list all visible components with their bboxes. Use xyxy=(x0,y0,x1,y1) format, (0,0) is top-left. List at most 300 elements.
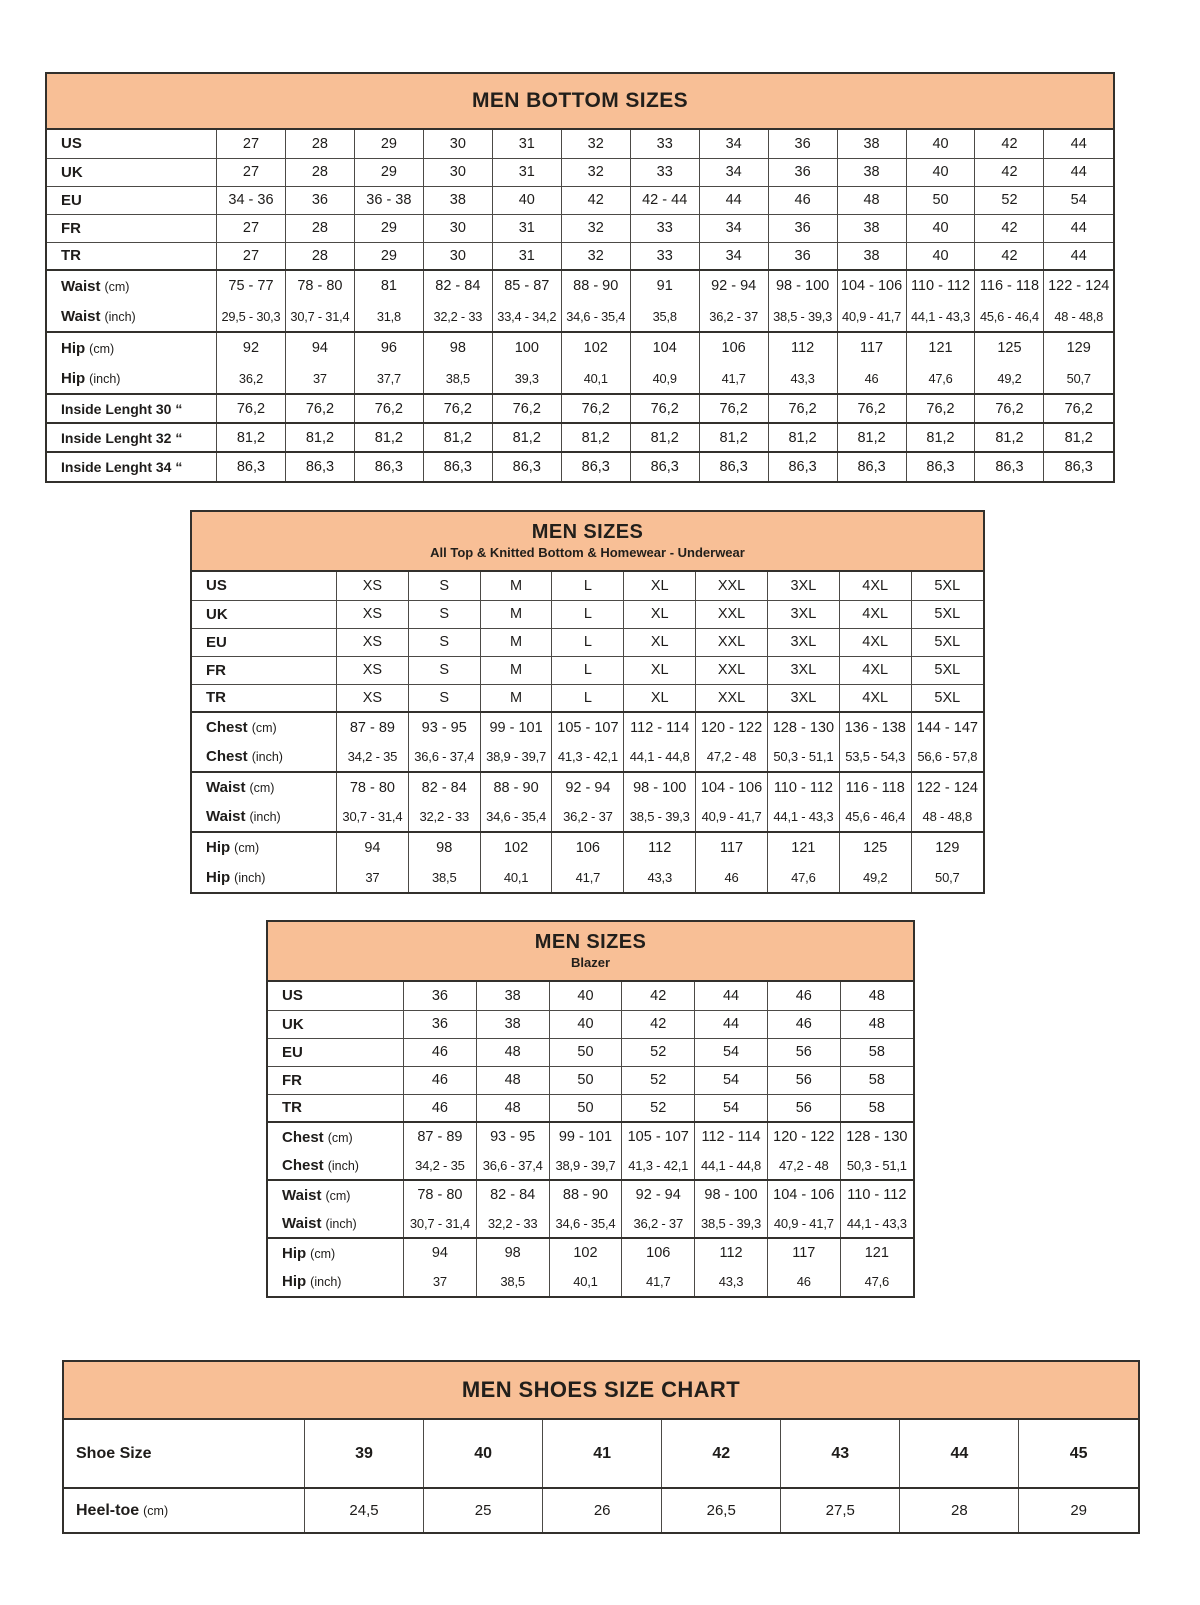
value-cell: 81,2 xyxy=(285,423,354,452)
row-label-text: TR xyxy=(282,1099,302,1117)
value-cell: 37 xyxy=(337,862,409,892)
value-cell: 56 xyxy=(767,1038,840,1066)
value-cell: 46 xyxy=(767,1267,840,1296)
value-cell: 48 xyxy=(476,1066,549,1094)
table-row xyxy=(47,130,1113,158)
value-cell: 40 xyxy=(906,130,975,158)
table-row xyxy=(192,572,983,600)
row-label-text: US xyxy=(61,135,82,153)
value-cell: 93 - 95 xyxy=(476,1122,549,1151)
value-cell: 92 - 94 xyxy=(622,1180,695,1209)
value-cell: 34 xyxy=(699,130,768,158)
value-cell: 98 - 100 xyxy=(768,270,837,301)
value-cell: 39,3 xyxy=(492,363,561,394)
value-cell: L xyxy=(552,572,624,600)
value-cell: 37,7 xyxy=(354,363,423,394)
value-cell: 47,6 xyxy=(767,862,839,892)
value-cell: 94 xyxy=(337,832,409,862)
row-label-text: FR xyxy=(61,219,81,237)
value-cell: 34,2 - 35 xyxy=(337,742,409,772)
value-cell: 34,6 - 35,4 xyxy=(561,301,630,332)
row-label xyxy=(47,301,217,332)
row-label xyxy=(268,1267,404,1296)
row-label-unit: (cm) xyxy=(104,279,130,294)
row-label xyxy=(192,832,337,862)
value-cell: 86,3 xyxy=(975,452,1044,481)
value-cell: 106 xyxy=(552,832,624,862)
value-cell: 104 - 106 xyxy=(696,772,768,802)
men-shoes-size-chart xyxy=(62,1360,1140,1534)
value-cell: M xyxy=(480,656,552,684)
value-cell: 93 - 95 xyxy=(408,712,480,742)
men-shoes-size-chart-grid xyxy=(64,1420,1138,1532)
value-cell: 44,1 - 44,8 xyxy=(624,742,696,772)
value-cell: 81,2 xyxy=(561,423,630,452)
value-cell: 85 - 87 xyxy=(492,270,561,301)
row-label xyxy=(192,628,337,656)
row-label-text: Hip xyxy=(61,369,86,387)
value-cell: 117 xyxy=(767,1238,840,1267)
value-cell: 50 xyxy=(549,1038,622,1066)
value-cell: 86,3 xyxy=(423,452,492,481)
row-label-text: Hip xyxy=(282,1273,307,1290)
value-cell: 44,1 - 44,8 xyxy=(695,1151,768,1180)
value-cell: XL xyxy=(624,600,696,628)
value-cell: 86,3 xyxy=(561,452,630,481)
men-bottom-sizes-header xyxy=(47,74,1113,130)
value-cell: 86,3 xyxy=(906,452,975,481)
men-sizes-blazer xyxy=(266,920,915,1298)
value-cell: 29 xyxy=(1019,1488,1138,1532)
row-label-text: TR xyxy=(61,247,81,265)
value-cell: 42 xyxy=(975,242,1044,270)
row-label-text: Hip xyxy=(206,868,231,886)
value-cell: 100 xyxy=(492,332,561,363)
value-cell: 86,3 xyxy=(837,452,906,481)
value-cell: 48 - 48,8 xyxy=(1044,301,1113,332)
value-cell: 99 - 101 xyxy=(480,712,552,742)
row-label xyxy=(268,982,404,1010)
row-label xyxy=(64,1420,305,1488)
table-row xyxy=(268,1209,913,1238)
value-cell: 42 xyxy=(975,158,1044,186)
value-cell: 86,3 xyxy=(1044,452,1113,481)
row-label xyxy=(268,1122,404,1151)
value-cell: 47,6 xyxy=(840,1267,913,1296)
value-cell: 42 xyxy=(662,1420,781,1488)
row-label-unit: (inch) xyxy=(89,371,121,386)
value-cell: 50,7 xyxy=(911,862,983,892)
value-cell: 3XL xyxy=(767,628,839,656)
table-title: MEN SIZES xyxy=(531,521,644,544)
value-cell: 47,2 - 48 xyxy=(767,1151,840,1180)
value-cell: 44 xyxy=(1044,158,1113,186)
table-row xyxy=(47,394,1113,423)
value-cell: 76,2 xyxy=(975,394,1044,423)
row-label xyxy=(47,158,217,186)
men-sizes-blazer-header xyxy=(268,922,913,982)
value-cell: 46 xyxy=(404,1066,477,1094)
value-cell: 26 xyxy=(543,1488,662,1532)
value-cell: 86,3 xyxy=(699,452,768,481)
row-label-text: Chest xyxy=(282,1156,324,1174)
row-label-unit: (cm) xyxy=(249,781,275,795)
row-label-text: Waist xyxy=(282,1186,322,1204)
value-cell: 32 xyxy=(561,214,630,242)
value-cell: XXL xyxy=(696,600,768,628)
row-label-unit: (cm) xyxy=(89,341,115,356)
value-cell: 102 xyxy=(549,1238,622,1267)
value-cell: 41,3 - 42,1 xyxy=(622,1151,695,1180)
value-cell: 27,5 xyxy=(781,1488,900,1532)
value-cell: 36 xyxy=(404,982,477,1010)
row-label-text: EU xyxy=(282,1043,303,1061)
table-row xyxy=(192,862,983,892)
value-cell: 106 xyxy=(622,1238,695,1267)
value-cell: 87 - 89 xyxy=(404,1122,477,1151)
value-cell: 29 xyxy=(354,214,423,242)
value-cell: 38 xyxy=(837,242,906,270)
row-label xyxy=(47,242,217,270)
value-cell: S xyxy=(408,684,480,712)
value-cell: 38 xyxy=(837,158,906,186)
value-cell: 40,9 - 41,7 xyxy=(837,301,906,332)
value-cell: 32,2 - 33 xyxy=(476,1209,549,1238)
value-cell: 117 xyxy=(837,332,906,363)
value-cell: 4XL xyxy=(839,656,911,684)
value-cell: 81,2 xyxy=(354,423,423,452)
value-cell: 40,9 - 41,7 xyxy=(696,802,768,832)
table-row xyxy=(192,628,983,656)
table-row xyxy=(64,1488,1138,1532)
value-cell: 44 xyxy=(695,1010,768,1038)
row-label xyxy=(192,656,337,684)
value-cell: 28 xyxy=(285,130,354,158)
value-cell: 29 xyxy=(354,130,423,158)
value-cell: 86,3 xyxy=(354,452,423,481)
value-cell: 104 - 106 xyxy=(767,1180,840,1209)
value-cell: 44,1 - 43,3 xyxy=(767,802,839,832)
value-cell: 5XL xyxy=(911,656,983,684)
value-cell: 40 xyxy=(549,1010,622,1038)
value-cell: XL xyxy=(624,684,696,712)
value-cell: 36,2 xyxy=(217,363,286,394)
value-cell: 35,8 xyxy=(630,301,699,332)
value-cell: 76,2 xyxy=(492,394,561,423)
value-cell: 104 xyxy=(630,332,699,363)
value-cell: 110 - 112 xyxy=(767,772,839,802)
row-label-text: Shoe Size xyxy=(76,1444,152,1462)
value-cell: 32,2 - 33 xyxy=(408,802,480,832)
value-cell: 122 - 124 xyxy=(911,772,983,802)
value-cell: 112 - 114 xyxy=(695,1122,768,1151)
value-cell: 56 xyxy=(767,1066,840,1094)
row-label xyxy=(268,1094,404,1122)
value-cell: 38,5 - 39,3 xyxy=(695,1209,768,1238)
row-label xyxy=(192,600,337,628)
value-cell: 49,2 xyxy=(839,862,911,892)
value-cell: 40 xyxy=(906,158,975,186)
value-cell: 31 xyxy=(492,130,561,158)
value-cell: 75 - 77 xyxy=(217,270,286,301)
value-cell: 53,5 - 54,3 xyxy=(839,742,911,772)
value-cell: 117 xyxy=(696,832,768,862)
value-cell: 42 xyxy=(561,186,630,214)
value-cell: 36 xyxy=(285,186,354,214)
value-cell: XL xyxy=(624,656,696,684)
value-cell: 41,7 xyxy=(699,363,768,394)
row-label-text: Waist xyxy=(206,779,246,796)
value-cell: 29 xyxy=(354,242,423,270)
table-row xyxy=(192,832,983,862)
value-cell: 116 - 118 xyxy=(975,270,1044,301)
value-cell: 5XL xyxy=(911,628,983,656)
value-cell: 36,6 - 37,4 xyxy=(408,742,480,772)
value-cell: 129 xyxy=(911,832,983,862)
value-cell: 3XL xyxy=(767,572,839,600)
value-cell: 120 - 122 xyxy=(696,712,768,742)
value-cell: 125 xyxy=(839,832,911,862)
value-cell: 88 - 90 xyxy=(480,772,552,802)
row-label-unit: (cm) xyxy=(310,1246,336,1261)
value-cell: 76,2 xyxy=(1044,394,1113,423)
value-cell: 81,2 xyxy=(630,423,699,452)
row-label-unit: (cm) xyxy=(143,1503,169,1518)
table-row xyxy=(47,332,1113,363)
value-cell: 94 xyxy=(404,1238,477,1267)
value-cell: 52 xyxy=(622,1066,695,1094)
value-cell: 5XL xyxy=(911,684,983,712)
value-cell: 27 xyxy=(217,214,286,242)
value-cell: 29 xyxy=(354,158,423,186)
table-row xyxy=(192,684,983,712)
value-cell: 34,2 - 35 xyxy=(404,1151,477,1180)
row-label-text: Waist xyxy=(61,307,101,325)
value-cell: 106 xyxy=(699,332,768,363)
value-cell: 36,2 - 37 xyxy=(622,1209,695,1238)
value-cell: 36,2 - 37 xyxy=(552,802,624,832)
table-row xyxy=(47,270,1113,301)
row-label xyxy=(47,332,217,363)
table-row xyxy=(268,1066,913,1094)
men-sizes-tops xyxy=(190,510,985,894)
value-cell: 33,4 - 34,2 xyxy=(492,301,561,332)
value-cell: 92 - 94 xyxy=(699,270,768,301)
value-cell: 26,5 xyxy=(662,1488,781,1532)
value-cell: 33 xyxy=(630,214,699,242)
value-cell: 112 xyxy=(695,1238,768,1267)
value-cell: 43 xyxy=(781,1420,900,1488)
row-label xyxy=(47,452,217,481)
row-label-unit: (inch) xyxy=(104,309,136,324)
table-row xyxy=(192,600,983,628)
value-cell: 42 xyxy=(975,214,1044,242)
value-cell: 54 xyxy=(695,1066,768,1094)
value-cell: 128 - 130 xyxy=(840,1122,913,1151)
value-cell: 76,2 xyxy=(768,394,837,423)
table-row xyxy=(47,186,1113,214)
table-row xyxy=(192,772,983,802)
value-cell: 37 xyxy=(404,1267,477,1296)
table-row xyxy=(192,712,983,742)
value-cell: 50,3 - 51,1 xyxy=(767,742,839,772)
value-cell: 54 xyxy=(695,1038,768,1066)
value-cell: 46 xyxy=(696,862,768,892)
value-cell: 81,2 xyxy=(217,423,286,452)
row-label-text: EU xyxy=(61,191,82,209)
value-cell: 3XL xyxy=(767,600,839,628)
value-cell: 116 - 118 xyxy=(839,772,911,802)
value-cell: XXL xyxy=(696,684,768,712)
value-cell: S xyxy=(408,628,480,656)
value-cell: 76,2 xyxy=(699,394,768,423)
row-label-text: UK xyxy=(282,1015,304,1033)
value-cell: 58 xyxy=(840,1066,913,1094)
table-row xyxy=(268,982,913,1010)
value-cell: 86,3 xyxy=(285,452,354,481)
table-row xyxy=(47,242,1113,270)
value-cell: 40,1 xyxy=(561,363,630,394)
value-cell: 4XL xyxy=(839,572,911,600)
value-cell: 45,6 - 46,4 xyxy=(975,301,1044,332)
value-cell: 52 xyxy=(622,1094,695,1122)
value-cell: XS xyxy=(337,572,409,600)
row-label xyxy=(192,862,337,892)
table-row xyxy=(192,656,983,684)
table-title: MEN SHOES SIZE CHART xyxy=(461,1377,741,1403)
value-cell: 43,3 xyxy=(624,862,696,892)
row-label-text: Hip xyxy=(61,339,86,357)
table-subtitle: All Top & Knitted Bottom & Homewear - Underwear xyxy=(430,545,745,561)
value-cell: 42 xyxy=(622,1010,695,1038)
value-cell: M xyxy=(480,600,552,628)
value-cell: 28 xyxy=(285,242,354,270)
value-cell: 39 xyxy=(305,1420,424,1488)
value-cell: M xyxy=(480,684,552,712)
value-cell: 33 xyxy=(630,242,699,270)
value-cell: 38 xyxy=(476,982,549,1010)
value-cell: 38,9 - 39,7 xyxy=(480,742,552,772)
value-cell: 44 xyxy=(1044,242,1113,270)
value-cell: 87 - 89 xyxy=(337,712,409,742)
row-label xyxy=(192,772,337,802)
value-cell: 120 - 122 xyxy=(767,1122,840,1151)
value-cell: 99 - 101 xyxy=(549,1122,622,1151)
value-cell: 36 xyxy=(768,242,837,270)
value-cell: 81,2 xyxy=(768,423,837,452)
value-cell: XL xyxy=(624,628,696,656)
table-row xyxy=(47,363,1113,394)
value-cell: 32 xyxy=(561,158,630,186)
value-cell: 27 xyxy=(217,130,286,158)
value-cell: 44,1 - 43,3 xyxy=(840,1209,913,1238)
value-cell: 40,1 xyxy=(549,1267,622,1296)
value-cell: 38,5 xyxy=(408,862,480,892)
value-cell: 41,7 xyxy=(552,862,624,892)
value-cell: 32 xyxy=(561,242,630,270)
table-row xyxy=(268,1122,913,1151)
value-cell: 40,9 xyxy=(630,363,699,394)
value-cell: 50 xyxy=(906,186,975,214)
row-label xyxy=(64,1488,305,1532)
value-cell: 58 xyxy=(840,1094,913,1122)
value-cell: 129 xyxy=(1044,332,1113,363)
value-cell: 38 xyxy=(423,186,492,214)
value-cell: 41 xyxy=(543,1420,662,1488)
men-sizes-blazer-grid xyxy=(268,982,913,1296)
men-sizes-tops-grid xyxy=(192,572,983,892)
value-cell: M xyxy=(480,628,552,656)
value-cell: 30,7 - 31,4 xyxy=(404,1209,477,1238)
value-cell: 128 - 130 xyxy=(767,712,839,742)
value-cell: 45 xyxy=(1019,1420,1138,1488)
row-label-text: FR xyxy=(206,661,226,679)
value-cell: S xyxy=(408,600,480,628)
value-cell: 37 xyxy=(285,363,354,394)
value-cell: 81,2 xyxy=(699,423,768,452)
row-label-text: US xyxy=(206,577,227,595)
value-cell: 40,9 - 41,7 xyxy=(767,1209,840,1238)
value-cell: 38,9 - 39,7 xyxy=(549,1151,622,1180)
value-cell: 28 xyxy=(285,158,354,186)
value-cell: 42 xyxy=(622,982,695,1010)
value-cell: 36 - 38 xyxy=(354,186,423,214)
value-cell: 30,7 - 31,4 xyxy=(285,301,354,332)
value-cell: 48 xyxy=(840,1010,913,1038)
value-cell: 86,3 xyxy=(630,452,699,481)
value-cell: 3XL xyxy=(767,684,839,712)
row-label xyxy=(192,684,337,712)
value-cell: M xyxy=(480,572,552,600)
value-cell: 78 - 80 xyxy=(404,1180,477,1209)
row-label-text: Waist xyxy=(61,277,101,295)
value-cell: 81,2 xyxy=(492,423,561,452)
value-cell: 5XL xyxy=(911,600,983,628)
row-label-text: TR xyxy=(206,689,226,707)
value-cell: 92 - 94 xyxy=(552,772,624,802)
value-cell: 112 xyxy=(624,832,696,862)
value-cell: XL xyxy=(624,572,696,600)
row-label xyxy=(192,712,337,742)
value-cell: 36,6 - 37,4 xyxy=(476,1151,549,1180)
row-label-text: Chest xyxy=(282,1128,324,1146)
value-cell: XXL xyxy=(696,572,768,600)
value-cell: 144 - 147 xyxy=(911,712,983,742)
value-cell: 121 xyxy=(906,332,975,363)
row-label xyxy=(47,423,217,452)
value-cell: 46 xyxy=(837,363,906,394)
value-cell: XS xyxy=(337,628,409,656)
row-label-text: Chest xyxy=(206,719,248,736)
row-label xyxy=(47,270,217,301)
value-cell: XS xyxy=(337,600,409,628)
table-row xyxy=(47,301,1113,332)
value-cell: 54 xyxy=(695,1094,768,1122)
value-cell: 38 xyxy=(837,214,906,242)
value-cell: 34 - 36 xyxy=(217,186,286,214)
value-cell: 76,2 xyxy=(217,394,286,423)
value-cell: 50 xyxy=(549,1066,622,1094)
value-cell: 110 - 112 xyxy=(906,270,975,301)
value-cell: S xyxy=(408,572,480,600)
row-label xyxy=(192,572,337,600)
value-cell: 36,2 - 37 xyxy=(699,301,768,332)
table-title: MEN SIZES xyxy=(534,931,647,954)
value-cell: 44,1 - 43,3 xyxy=(906,301,975,332)
value-cell: XXL xyxy=(696,656,768,684)
row-label xyxy=(268,1066,404,1094)
row-label-text: UK xyxy=(61,163,83,181)
